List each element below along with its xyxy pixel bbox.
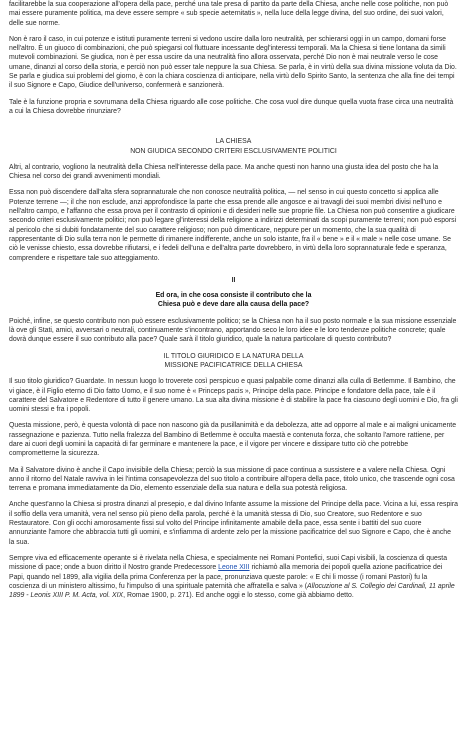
paragraph: Non è raro il caso, in cui potenze e istituti puramente terreni si vedono uscire dalla loro neutralità, per schierarsi oggi in un campo, domani forse nell'altro. È un giuoco di combinazioni, che può spiegarsi col fluttuare incessante degl'interessi temporali. Ma la Chiesa si tiene lontana da simili mutevoli combinazioni. Se giudica, non è per essa uscire da una neutralità fino allora osservata, perché Dio non è mai neutrale verso le cose umane, dinanzi al corso della storia, e perciò non può esser tale neppure la sua Chiesa. Se parla, è in virtù della sua divina missione voluta da Dio. Se parla e giudica sui problemi del giorno, è con la chiara coscienza di anticipare, nella virtù dello Spirito Santo, la sentenza che alla fine dei tempi il suo Signore e Capo, Giudice dell'universo, confermerà e sanzionerà. [9,35,457,90]
section-heading-line: MISSIONE PACIFICATRICE DELLA CHIESA [164,361,303,369]
paragraph: Altri, al contrario, vogliono la neutralità della Chiesa nell'interesse della pace. Ma anche questi non hanno una giusta idea del posto che ha la Chiesa nel corso dei grandi avvenimenti mondiali. [9,163,439,181]
section-heading-church-not-political [9,137,458,156]
paragraph: Tale è la funzione propria e sovrumana della Chiesa riguardo alle cose politiche. Che cosa vuol dire dunque quella vuota frase circa una neutralità a cui la Chiesa dovrebbe rinunziare? [9,98,454,115]
paragraph: Essa non può discendere dall'alta sfera soprannaturale che non conosce neutralità politica, — nel senso in cui questo concetto si applica alle Potenze terrene —; il che non esclude, anzi approfondisce la parte che essa prende alle angosce e ai travagli dei suoi membri divisi nell'uno e nell'altro campo, e l'affanno che essa prova per il contrasto di opinioni e di desideri nelle sue proprie file. La Chiesa non può consentire a giudicare secondo criteri esclusivamente politici; non può legare gl'interessi della religione a indirizzi determinati da scopi puramente terreni; non può esporsi al pericolo che si dubiti fondatamente del suo carattere religioso; non può dimenticare, neppure per un momento, che la sua qualità di rappresentante di Dio sulla terra non le permette di rimanere indifferente, anche un solo istante, fra il « bene » e il « male » nelle cose umane. Se ciò le venisse chiesto, essa dovrebbe rifiutarsi, e i fedeli dell'una e dell'altra parte dovrebbero, in virtù della loro soprannaturale fede e speranza, comprendere e rispettare tale suo atteggiamento. [9,189,457,262]
paragraph: Poiché, infine, se questo contributo non può essere esclusivamente politico; se la Chiesa non ha il suo posto normale e la sua missione essenziale là ove gli Stati, amici, avversari o neutrali, continuamente s'incontrano, apportando seco le loro idee e le loro tendenze politiche concrete; quale dovrà dunque essere il suo contributo alla pace? Quale sarà il titolo giuridico, quale la natura particolare di questo contributo? [9,317,457,344]
document-body [9,0,458,607]
section-title-line: Ed ora, in che cosa consiste il contributo che la [155,292,312,300]
paragraph-text: , Romae 1900, p. 271). Ed anche oggi e lo stesso, come già abbiamo detto. [123,592,354,600]
paragraph: Ma il Salvatore divino è anche il Capo invisibile della Chiesa; perciò la sua missione di pace continua a sussistere e a valere nella Chiesa. Ogni anno il ritorno del Natale ravviva in lei l'intima consapevolezza del suo titolo a contribuire all'opera della pace, titolo unico, che trascende ogni cosa terrena e promana immediatamente da Dio, elemento essenziale della sua natura e della sua potestà religiosa. [9,466,455,493]
paragraph-final [9,554,458,600]
paragraph: Anche quest'anno la Chiesa si prostra dinanzi al presepio, e dal divino Infante assume la missione del Principe della pace. Vicina a lui, essa respira il soffio della vera umanità, vera nel senso più pieno della parola, perché è la umanità stessa di Dio, suo Creatore, suo Redentore e suo Restauratore. Con gli occhi amorosamente fissi sul volto del Principe infinitamente amabile della pace, essa sente i battiti del suo cuore annunziante l'amore che abbraccia tutti gli uomini, e s'infiamma di ardente zelo per la missione pacificatrice del suo Signore e Capo, che è anche la sua. [9,501,458,546]
paragraph-text: richiamò alla memoria dei popoli quella azione pacificatrice dei Papi, quando nel 1899, alla vigilia della prima Conferenza per la pace, pronunziava queste parole: « E chi li mosse (i romani Pastori) fu la coscienza di un ministero altissimo, fu l'impulso di una spirituale paternità che affratella e salva » ( [9,564,443,590]
section-title-contribution [9,291,458,310]
section-heading-line: IL TITOLO GIURIDICO E LA NATURA DELLA [163,352,304,360]
leo-xiii-link[interactable]: Leone XIII [218,564,250,572]
section-heading-juridical-title [9,352,458,371]
paragraph: Questa missione, però, è questa volontà di pace non nascono già da pusillanimità e da debolezza, atte ad opporre al male e ai maligni unicamente rassegnazione e pazienza. Tutto nella fralezza del Bambino di Betlemme è occulta maestà e contenuta forza, che soltanto l'amore rattiene, per dare ai cuori degli uomini la capacità di far germinare e mantenere la pace, e il vigore per vincere e dissipare tutto ciò che potrebbe comprometterne la sicurezza. [9,422,457,458]
paragraph: facilitarebbe la sua cooperazione all'opera della pace, perché una tale presa di partito da parte della Chiesa, anche nelle cose politiche, non può mai essere puramente politica, ma deve essere sempre « sub specie aeternitatis », nella luce della legge divina, del suo ordine, dei suoi valori, delle sue norme. [9,1,449,27]
section-heading-line: NON GIUDICA SECONDO CRITERI ESCLUSIVAMENTE POLITICI [130,147,337,155]
roman-numeral-divider: II [231,276,236,284]
paragraph-text: Sempre viva ed efficacemente operante si è rivelata nella Chiesa, e specialmente nei Romani Pontefici, suoi Capi visibili, la coscienza di questa missione di pace; onde a buon diritto il Nostro grande Predecessore [9,554,448,572]
paragraph: Il suo titolo giuridico? Guardate. In nessun luogo lo troverete così perspicuo e quasi palpabile come dinanzi alla culla di Betlemme. Il Bambino, che vi giace, è il Figlio eterno di Dio fatto Uomo, e il suo nome è « Princeps pacis », Principe della pace. Principe e fondatore della pace, tale è il carattere del Salvatore e Redentore di tutto il genere umano. La sua alta divina missione è di stabilire la pace fra ciascuno degli uomini e Dio, fra gli uomini stessi e fra i popoli. [9,378,458,414]
citation-text: Allocuzione al S. Collegio dei Cardinali, 11 aprile 1899 - Leonis XIII P. M. Acta, vol. XIX [9,582,455,600]
section-heading-line: LA CHIESA [215,138,252,146]
section-title-line: Chiesa può e deve dare alla causa della pace? [157,301,310,309]
